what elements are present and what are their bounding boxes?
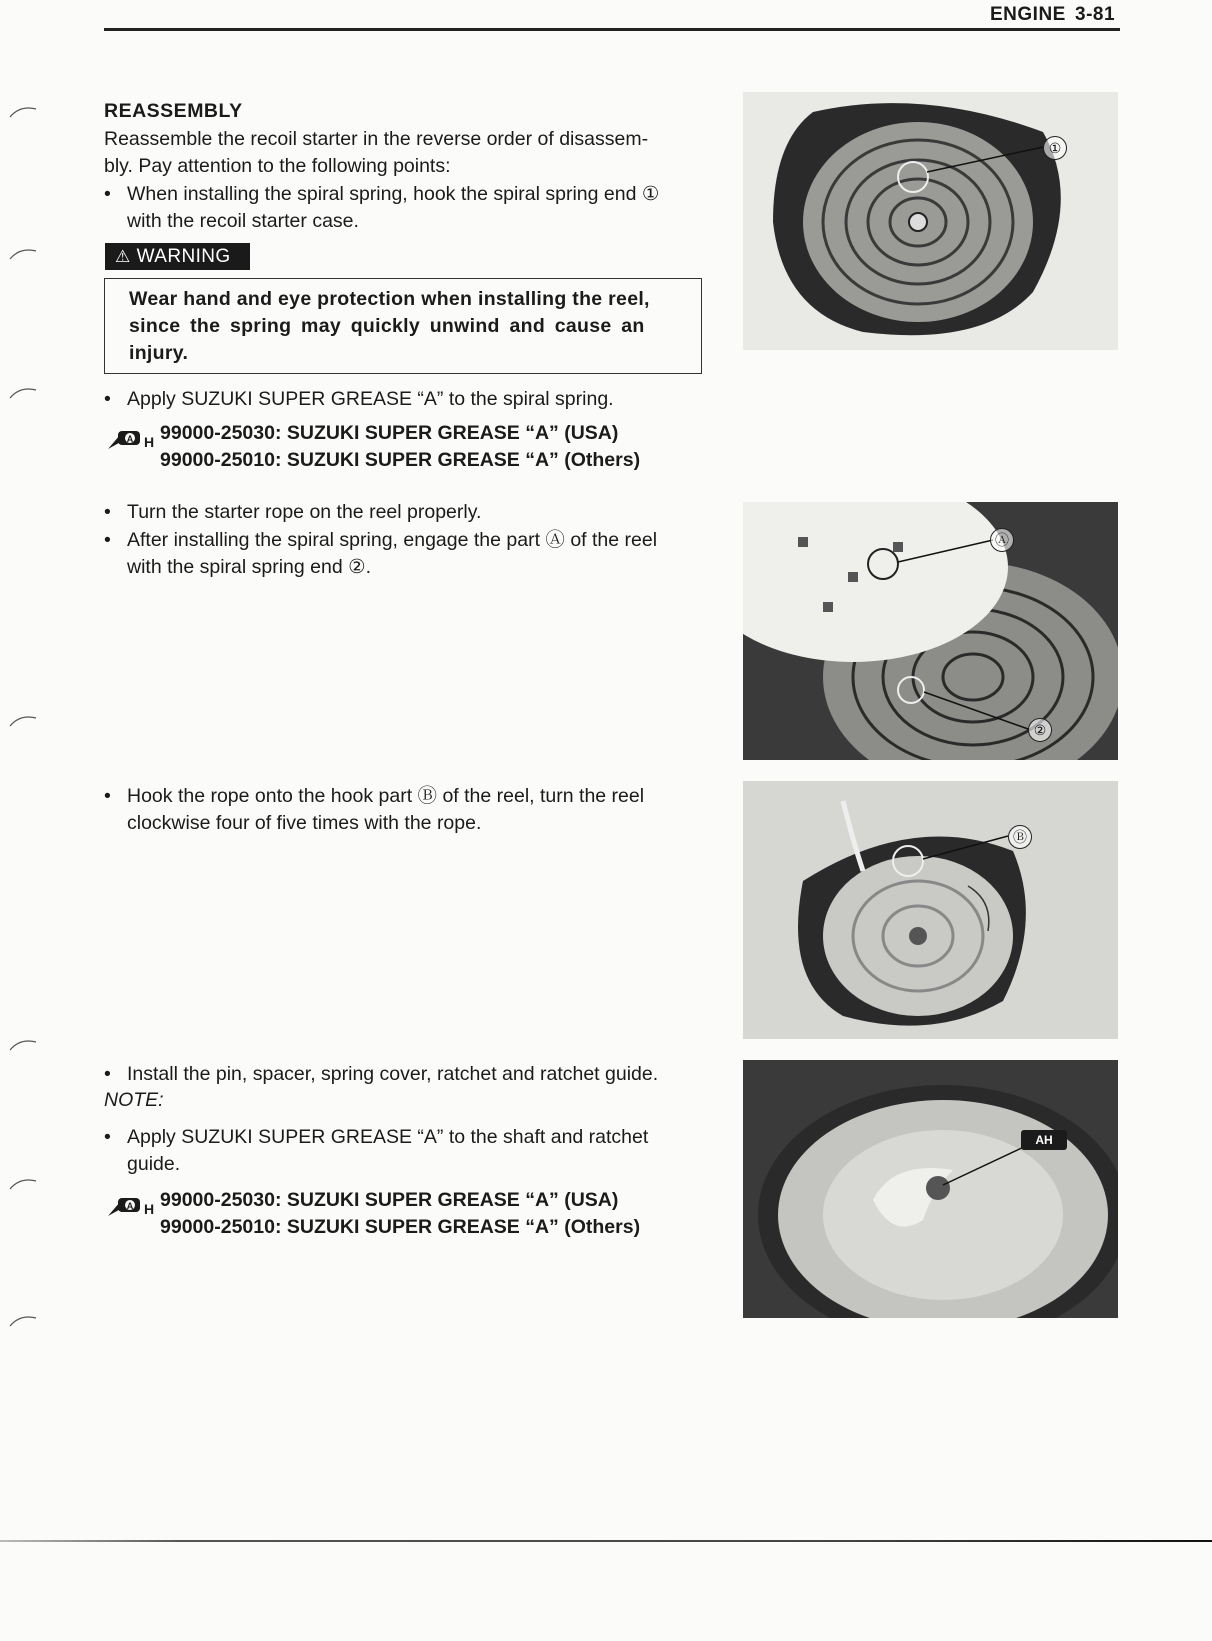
list-item <box>104 386 614 413</box>
section-title: ENGINE <box>990 4 1066 25</box>
intro-line-2: bly. Pay attention to the following points: <box>104 155 451 177</box>
bullet-text: Apply SUZUKI SUPER GREASE “A” to the shaft and ratchet <box>127 1126 649 1148</box>
grease-icon-label: H <box>144 1201 155 1217</box>
section-heading: REASSEMBLY <box>104 100 243 122</box>
photo-rope-hook <box>743 781 1118 1039</box>
warning-badge-label: WARNING <box>136 246 231 267</box>
bullet-text-continued: guide. <box>127 1153 181 1175</box>
bullet-text-continued: clockwise four of five times with the rope. <box>127 812 482 834</box>
bullet-text: Hook the rope onto the hook part Ⓑ of the reel, turn the reel <box>127 785 645 807</box>
grease-spec-usa: 99000-25030: SUZUKI SUPER GREASE “A” (USA) <box>160 422 619 444</box>
margin-mark <box>8 712 38 728</box>
warning-line-1: Wear hand and eye protection when installing the reel, <box>129 288 650 310</box>
list-item <box>104 1061 659 1088</box>
svg-text:A: A <box>126 434 134 444</box>
bullet-text-continued: with the spiral spring end ②. <box>127 556 372 578</box>
bullet-marker: • <box>104 388 111 410</box>
bullet-marker: • <box>104 1126 111 1148</box>
page-number: 3-81 <box>1075 4 1116 25</box>
grease-spec-others: 99000-25010: SUZUKI SUPER GREASE “A” (Others) <box>160 449 641 471</box>
margin-mark <box>8 245 38 261</box>
bullet-marker: • <box>104 183 111 205</box>
grease-icon <box>1021 1130 1067 1150</box>
callout-1: ① <box>1043 136 1067 160</box>
bullet-text: Apply SUZUKI SUPER GREASE “A” to the spiral spring. <box>127 388 614 410</box>
warning-badge <box>105 243 250 270</box>
bullet-text-continued: with the recoil starter case. <box>127 210 359 232</box>
grease-spec-others: 99000-25010: SUZUKI SUPER GREASE “A” (Others) <box>160 1216 641 1238</box>
grease-spec-usa: 99000-25030: SUZUKI SUPER GREASE “A” (USA) <box>160 1189 619 1211</box>
bullet-text: When installing the spiral spring, hook the spiral spring end ① <box>127 183 660 205</box>
warning-line-2: since the spring may quickly unwind and cause an <box>129 315 645 337</box>
warning-line-3: injury. <box>129 342 189 364</box>
callout-a: Ⓐ <box>990 528 1014 552</box>
bullet-marker: • <box>104 1063 111 1085</box>
margin-mark <box>8 103 38 119</box>
list-item <box>104 181 660 208</box>
callout-2: ② <box>1028 718 1052 742</box>
grease-icon <box>106 425 158 451</box>
photo-reel-engage <box>743 502 1118 760</box>
photo-spiral-spring-hook <box>743 92 1118 350</box>
margin-mark <box>8 1175 38 1191</box>
list-item <box>104 1124 649 1151</box>
list-item <box>104 783 645 810</box>
bullet-text: Install the pin, spacer, spring cover, ratchet and ratchet guide. <box>127 1063 659 1085</box>
photo-ratchet-install <box>743 1060 1118 1318</box>
margin-mark <box>8 384 38 400</box>
margin-mark <box>8 1312 38 1328</box>
margin-mark <box>8 1036 38 1052</box>
footer-rule <box>0 1540 1212 1542</box>
grease-icon-label: AH <box>1035 1133 1053 1147</box>
list-item <box>104 499 482 526</box>
bullet-text: After installing the spiral spring, engage the part Ⓐ of the reel <box>127 529 658 551</box>
bullet-marker: • <box>104 501 111 523</box>
grease-icon-label: H <box>144 434 155 450</box>
warning-triangle-icon: ⚠ <box>115 247 131 266</box>
svg-text:A: A <box>126 1201 134 1211</box>
callout-b: Ⓑ <box>1008 825 1032 849</box>
intro-line-1: Reassemble the recoil starter in the reverse order of disassem- <box>104 128 649 150</box>
note-label: NOTE: <box>104 1089 164 1111</box>
bullet-marker: • <box>104 529 111 551</box>
bullet-marker: • <box>104 785 111 807</box>
bullet-text: Turn the starter rope on the reel properly. <box>127 501 482 523</box>
header-rule <box>104 28 1120 31</box>
list-item <box>104 527 658 554</box>
grease-icon <box>106 1192 158 1218</box>
